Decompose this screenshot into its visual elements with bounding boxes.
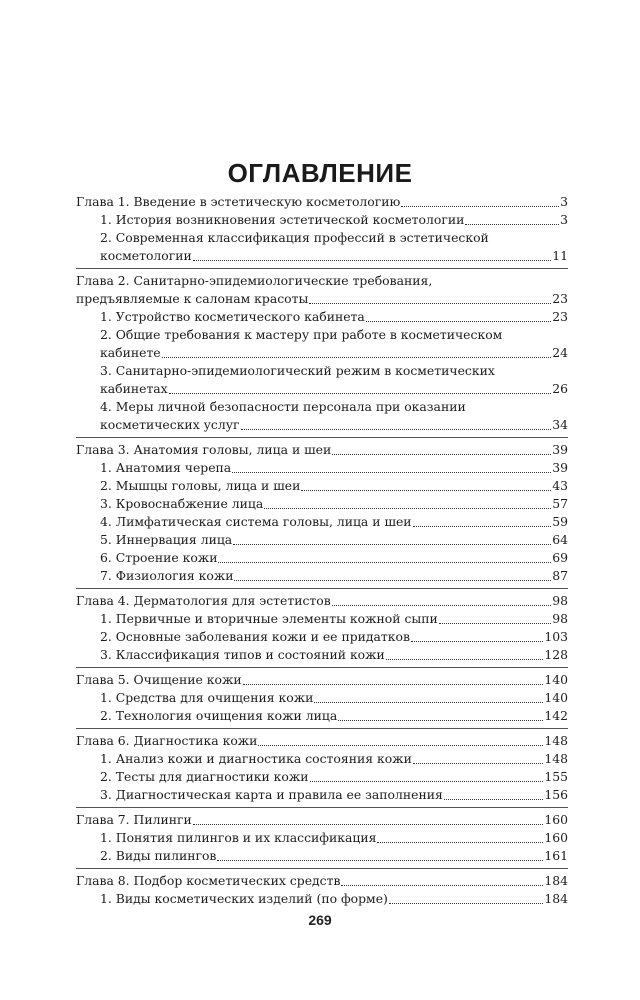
toc-entry-title: 4. Меры личной безопасности персонала при оказании — [100, 399, 466, 414]
toc-page-ref: 26 — [552, 381, 568, 396]
toc-section-entry[interactable] — [76, 768, 568, 786]
toc-entry-title: 4. Лимфатическая система головы, лица и шеи — [100, 514, 412, 529]
toc-dot-leader — [234, 579, 551, 581]
toc-page-ref: 140 — [544, 672, 568, 687]
toc-entry-title: 1. Анализ кожи и диагностика состояния кожи — [100, 751, 412, 766]
toc-entry-title: Глава 4. Дерматология для эстетистов — [76, 593, 331, 608]
toc-chapter-entry[interactable] — [76, 592, 568, 610]
toc-section-entry[interactable] — [76, 308, 568, 326]
toc-dot-leader — [411, 640, 543, 642]
toc-dot-leader — [169, 392, 552, 394]
toc-page-ref: 24 — [552, 345, 568, 360]
toc-page-ref: 155 — [544, 769, 568, 784]
toc-dot-leader — [264, 507, 551, 509]
toc-entry-title: 3. Классификация типов и состояний кожи — [100, 647, 385, 662]
toc-entry-title: 3. Кровоснабжение лица — [100, 496, 264, 511]
toc-page-ref: 43 — [552, 478, 568, 493]
toc-section-entry[interactable] — [76, 477, 568, 495]
toc-dot-leader — [332, 604, 552, 606]
toc-entry-title: 3. Санитарно-эпидемиологический режим в косметических — [100, 363, 495, 378]
toc-dot-leader — [309, 302, 551, 304]
toc-dot-leader — [332, 453, 551, 455]
toc-page-ref: 160 — [544, 812, 568, 827]
toc-page-ref: 128 — [544, 647, 568, 662]
toc-entry-title: 1. История возникновения эстетической косметологии — [100, 212, 465, 227]
toc-page-ref: 161 — [544, 848, 568, 863]
toc-entry-title: Глава 2. Санитарно-эпидемиологические требования, — [76, 273, 433, 288]
toc-chapter — [76, 272, 568, 438]
toc-dot-leader — [314, 701, 543, 703]
toc-chapter-entry[interactable] — [76, 732, 568, 750]
toc-entry-title: косметических услуг — [100, 417, 240, 432]
toc-page-ref: 148 — [544, 733, 568, 748]
toc-section-entry[interactable] — [76, 344, 568, 362]
toc-section-entry[interactable] — [76, 211, 568, 229]
toc-chapter — [76, 732, 568, 808]
toc-entry-title: Глава 5. Очищение кожи — [76, 672, 242, 687]
toc-dot-leader — [386, 658, 544, 660]
toc-dot-leader — [439, 622, 551, 624]
toc-section-entry[interactable] — [76, 549, 568, 567]
toc-dot-leader — [401, 205, 559, 207]
toc-section-entry[interactable] — [76, 610, 568, 628]
toc-section-entry[interactable] — [76, 628, 568, 646]
toc-chapter — [76, 592, 568, 668]
toc-section-entry[interactable] — [76, 513, 568, 531]
page-title: ОГЛАВЛЕНИЕ — [227, 158, 413, 189]
toc-chapter-entry[interactable] — [76, 811, 568, 829]
toc-chapter-entry[interactable] — [76, 671, 568, 689]
toc-section-entry[interactable] — [76, 707, 568, 725]
toc-page-ref: 142 — [544, 708, 568, 723]
toc-page-ref: 3 — [560, 212, 568, 227]
toc-page-ref: 3 — [560, 194, 568, 209]
toc-page-ref: 103 — [544, 629, 568, 644]
toc-dot-leader — [366, 320, 551, 322]
toc-dot-leader — [193, 823, 544, 825]
toc-entry-title: 6. Строение кожи — [100, 550, 218, 565]
toc-page-ref: 184 — [544, 891, 568, 906]
toc-page-ref: 184 — [544, 873, 568, 888]
toc-entry-title: 2. Виды пилингов — [100, 848, 217, 863]
toc-entry-title: Глава 7. Пилинги — [76, 812, 192, 827]
toc-dot-leader — [232, 471, 551, 473]
toc-entry-title: кабинетах — [100, 381, 168, 396]
toc-page-ref: 34 — [552, 417, 568, 432]
toc-chapter-entry[interactable] — [76, 290, 568, 308]
toc-page-ref: 148 — [544, 751, 568, 766]
toc-dot-leader — [377, 841, 543, 843]
toc-section-entry[interactable] — [76, 247, 568, 265]
toc-section-entry[interactable] — [76, 829, 568, 847]
toc-entry-title: 1. Виды косметических изделий (по форме) — [100, 891, 388, 906]
toc-page-ref: 98 — [552, 593, 568, 608]
toc-page-ref: 160 — [544, 830, 568, 845]
toc-chapter-entry[interactable] — [76, 272, 568, 290]
toc-entry-title: 1. Понятия пилингов и их классификация — [100, 830, 377, 845]
toc-dot-leader — [341, 884, 543, 886]
toc-dot-leader — [465, 223, 559, 225]
toc-entry-title: косметологии — [100, 248, 192, 263]
toc-section-entry[interactable] — [76, 362, 568, 380]
toc-page-ref: 59 — [552, 514, 568, 529]
toc-dot-leader — [338, 719, 543, 721]
toc-dot-leader — [162, 356, 552, 358]
toc-dot-leader — [413, 762, 544, 764]
toc-section-entry[interactable] — [76, 459, 568, 477]
toc-dot-leader — [217, 859, 543, 861]
page-number: 269 — [308, 912, 332, 928]
toc-section-entry[interactable] — [76, 567, 568, 585]
toc-entry-title: кабинете — [100, 345, 161, 360]
toc-page-ref: 57 — [552, 496, 568, 511]
toc-section-entry[interactable] — [76, 416, 568, 434]
toc-chapter-entry[interactable] — [76, 441, 568, 459]
toc-chapter — [76, 811, 568, 869]
toc-entry-title: 1. Анатомия черепа — [100, 460, 232, 475]
toc-dot-leader — [310, 780, 544, 782]
toc-section-entry[interactable] — [76, 890, 568, 908]
toc-entry-title: 2. Мышцы головы, лица и шеи — [100, 478, 301, 493]
toc-chapter — [76, 872, 568, 911]
toc-entry-title: 5. Иннервация лица — [100, 532, 233, 547]
toc-section-entry[interactable] — [76, 531, 568, 549]
toc-entry-title: 2. Общие требования к мастеру при работе в косметическом — [100, 327, 503, 342]
toc-section-entry[interactable] — [76, 689, 568, 707]
toc-dot-leader — [389, 902, 543, 904]
toc-dot-leader — [218, 561, 551, 563]
toc-section-entry[interactable] — [76, 646, 568, 664]
toc-chapter — [76, 193, 568, 269]
toc-entry-title: Глава 3. Анатомия головы, лица и шеи — [76, 442, 332, 457]
toc-entry-title: 3. Диагностическая карта и правила ее заполнения — [100, 787, 443, 802]
toc-page-ref: 39 — [552, 442, 568, 457]
toc-dot-leader — [233, 543, 551, 545]
toc-section-entry[interactable] — [76, 786, 568, 804]
toc-dot-leader — [193, 259, 551, 261]
toc-chapter — [76, 441, 568, 589]
toc-section-entry[interactable] — [76, 495, 568, 513]
toc-page-ref: 69 — [552, 550, 568, 565]
toc-dot-leader — [413, 525, 552, 527]
toc-entry-title: 1. Средства для очищения кожи — [100, 690, 314, 705]
toc-section-entry[interactable] — [76, 398, 568, 416]
toc-entry-title: Глава 8. Подбор косметических средств — [76, 873, 341, 888]
toc-entry-title: 1. Устройство косметического кабинета — [100, 309, 365, 324]
toc-dot-leader — [444, 798, 544, 800]
toc-dot-leader — [258, 744, 543, 746]
toc-dot-leader — [243, 683, 544, 685]
toc-page-ref: 156 — [544, 787, 568, 802]
toc-section-entry[interactable] — [76, 380, 568, 398]
toc-section-entry[interactable] — [76, 326, 568, 344]
toc-entry-title: 7. Физиология кожи — [100, 568, 234, 583]
toc-page-ref: 23 — [552, 291, 568, 306]
toc-entry-title: Глава 1. Введение в эстетическую косметологию — [76, 194, 401, 209]
toc-section-entry[interactable] — [76, 229, 568, 247]
toc-dot-leader — [301, 489, 551, 491]
toc-entry-title: 2. Тесты для диагностики кожи — [100, 769, 309, 784]
toc-entry-title: предъявляемые к салонам красоты — [76, 291, 309, 306]
toc-page-ref: 64 — [552, 532, 568, 547]
toc-page-ref: 11 — [552, 248, 568, 263]
toc-entry-title: 2. Технология очищения кожи лица — [100, 708, 338, 723]
toc-entry-title: 2. Основные заболевания кожи и ее придатков — [100, 629, 410, 644]
toc-chapter-entry[interactable] — [76, 193, 568, 211]
toc-page-ref: 87 — [552, 568, 568, 583]
toc-entry-title: Глава 6. Диагностика кожи — [76, 733, 258, 748]
toc-entry-title: 2. Современная классификация профессий в эстетической — [100, 230, 489, 245]
toc-page-ref: 23 — [552, 309, 568, 324]
toc-entry-title: 1. Первичные и вторичные элементы кожной сыпи — [100, 611, 438, 626]
toc-section-entry[interactable] — [76, 847, 568, 865]
toc-page-ref: 140 — [544, 690, 568, 705]
toc-page-ref: 39 — [552, 460, 568, 475]
toc-section-entry[interactable] — [76, 750, 568, 768]
toc-dot-leader — [241, 428, 552, 430]
toc-page-ref: 98 — [552, 611, 568, 626]
toc-chapter — [76, 671, 568, 729]
table-of-contents — [76, 193, 568, 914]
toc-chapter-entry[interactable] — [76, 872, 568, 890]
